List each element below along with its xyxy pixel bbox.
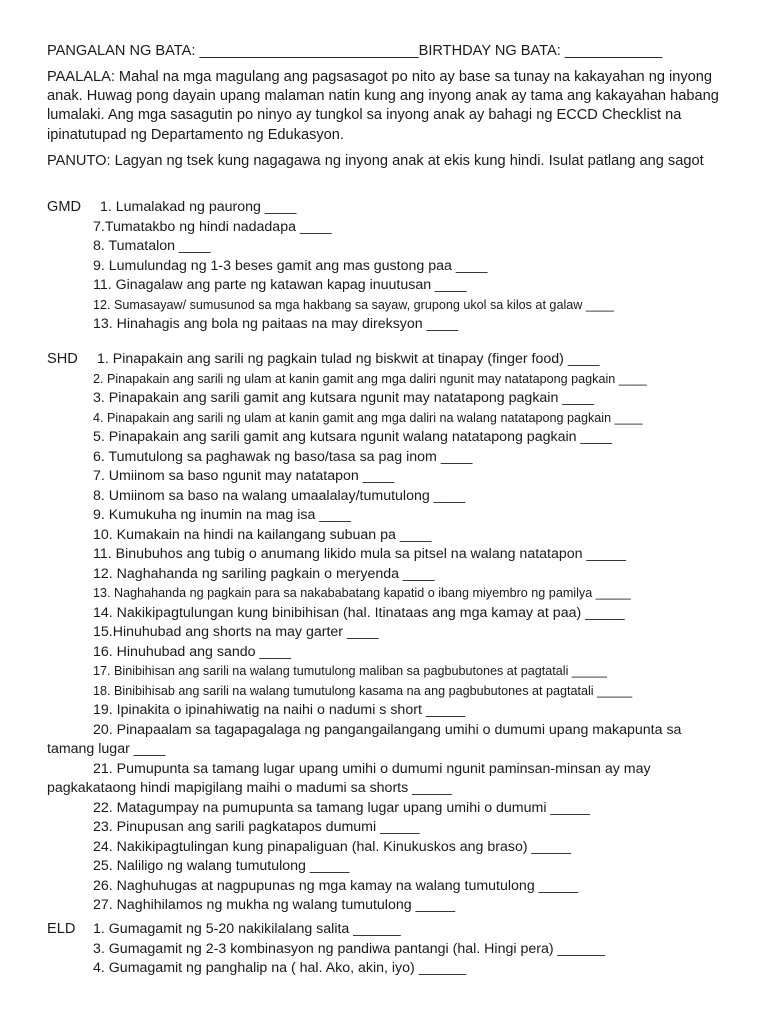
list-item: 4. Gumagamit ng panghalip na ( hal. Ako, akin, iyo) ______ (93, 960, 467, 976)
list-item: 25. Naliligo ng walang tumutulong _____ (93, 858, 350, 874)
list-item: 16. Hinuhubad ang sando ____ (93, 643, 292, 660)
section-eld (47, 920, 737, 979)
list-item: 11. Ginagalaw ang parte ng katawan kapag inuutusan ____ (93, 277, 467, 293)
section-shd (47, 350, 737, 916)
list-item: 3. Gumagamit ng 2-3 kombinasyon ng pandiwa pantangi (hal. Hingi pera) ______ (93, 940, 605, 957)
list-item: 17. Binibihisan ang sarili na walang tumutulong maliban sa pagbubutones at pagtatali _____ (93, 664, 607, 678)
instructions-paragraph: PANUTO: Lagyan ng tsek kung nagagawa ng inyong anak at ekis kung hindi. Isulat patlang ang sagot (47, 153, 704, 169)
list-item: 15.Hinuhubad ang shorts na may garter ____ (93, 624, 379, 640)
section-code: SHD (47, 351, 78, 367)
list-item: 19. Ipinakita o ipinahiwatig na naihi o nadumi s short _____ (93, 702, 466, 718)
list-item: 2. Pinapakain ang sarili ng ulam at kanin gamit ang mga daliri ngunit may natatapong pagkain ____ (93, 371, 647, 386)
list-item: 6. Tumutulong sa paghawak ng baso/tasa sa pag inom ____ (93, 448, 473, 465)
list-item: 1. Pinapakain ang sarili ng pagkain tulad ng biskwit at tinapay (finger food) ____ (97, 351, 600, 367)
list-item: 4. Pinapakain ang sarili ng ulam at kanin gamit ang mga daliri na walang natatapong pagkain ____ (93, 410, 643, 425)
child-name-label: PANGALAN NG BATA: ___________________________ (47, 43, 419, 59)
list-item: 18. Binibihisab ang sarili na walang tumutulong kasama na ang pagbubutones at pagtatali _____ (93, 683, 633, 698)
header-line (47, 42, 747, 61)
list-item: 8. Umiinom sa baso na walang umaalalay/tumutulong ____ (93, 487, 466, 504)
list-item: 20. Pinapaalam sa tagapagalaga ng pangangailangang umihi o dumumi upang makapunta sa tamang lugar ____ (47, 721, 682, 757)
list-item: 3. Pinapakain ang sarili gamit ang kutsara ngunit may natatapong pagkain ____ (93, 390, 594, 406)
list-item: 9. Lumulundag ng 1-3 beses gamit ang mas gustong paa ____ (93, 257, 488, 274)
list-item: 13. Naghahanda ng pagkain para sa nakababatang kapatid o ibang miyembro ng pamilya _____ (93, 586, 631, 600)
list-item: 27. Naghihilamos ng mukha ng walang tumutulong _____ (93, 897, 456, 913)
list-item: 21. Pumupunta sa tamang lugar upang umihi o dumumi ngunit paminsan-minsan ay may pagkakataong hindi mapigilang maihi o madumi sa shorts _____ (47, 760, 651, 796)
list-item: 10. Kumakain na hindi na kailangang subuan pa ____ (93, 526, 432, 543)
section-code: GMD (47, 199, 82, 215)
list-item: 23. Pinupusan ang sarili pagkatapos dumumi _____ (93, 819, 420, 835)
list-item: 5. Pinapakain ang sarili gamit ang kutsara ngunit walang natatapong pagkain ____ (93, 429, 613, 445)
reminder-paragraph: PAALALA: Mahal na mga magulang ang pagsasagot po nito ay base sa tunay na kakayahan ng inyong anak. Huwag pong dayain upang malaman natin kung ang inyong anak ay tama ang kakayahan habang lumalaki. Ang mga sasagutin po ninyo ay tungkol sa inyong anak ay bahagi ng ECCD Checklist na ipinatutupad ng Departamento ng Edukasyon. (47, 69, 719, 143)
list-item: 24. Nakikipagtulingan kung pinapaliguan (hal. Kinukuskos ang braso) _____ (93, 838, 571, 855)
list-item: 12. Sumasayaw/ sumusunod sa mga hakbang sa sayaw, grupong ukol sa kilos at galaw ____ (93, 297, 614, 312)
section-gmd (47, 198, 737, 335)
list-item: 13. Hinahagis ang bola ng paitaas na may direksyon ____ (93, 316, 459, 332)
list-item: 12. Naghahanda ng sariling pagkain o meryenda ____ (93, 565, 435, 582)
list-item: 7.Tumatakbo ng hindi nadadapa ____ (93, 218, 332, 235)
list-item: 22. Matagumpay na pumupunta sa tamang lugar upang umihi o dumumi _____ (93, 799, 590, 816)
list-item: 11. Binubuhos ang tubig o anumang likido mula sa pitsel na walang natatapon _____ (93, 546, 626, 562)
list-item: 7. Umiinom sa baso ngunit may natatapon ____ (93, 468, 395, 484)
list-item: 1. Gumagamit ng 5-20 nakikilalang salita ______ (93, 921, 401, 937)
child-birthday-label: BIRTHDAY NG BATA: ____________ (418, 43, 663, 59)
list-item: 8. Tumatalon ____ (93, 238, 211, 254)
list-item: 9. Kumukuha ng inumin na mag isa ____ (93, 507, 351, 523)
list-item: 1. Lumalakad ng paurong ____ (100, 199, 297, 215)
section-code: ELD (47, 921, 76, 937)
list-item: 14. Nakikipagtulungan kung binibihisan (hal. Itinataas ang mga kamay at paa) _____ (93, 604, 625, 621)
list-item: 26. Naghuhugas at nagpupunas ng mga kamay na walang tumutulong _____ (93, 877, 579, 894)
